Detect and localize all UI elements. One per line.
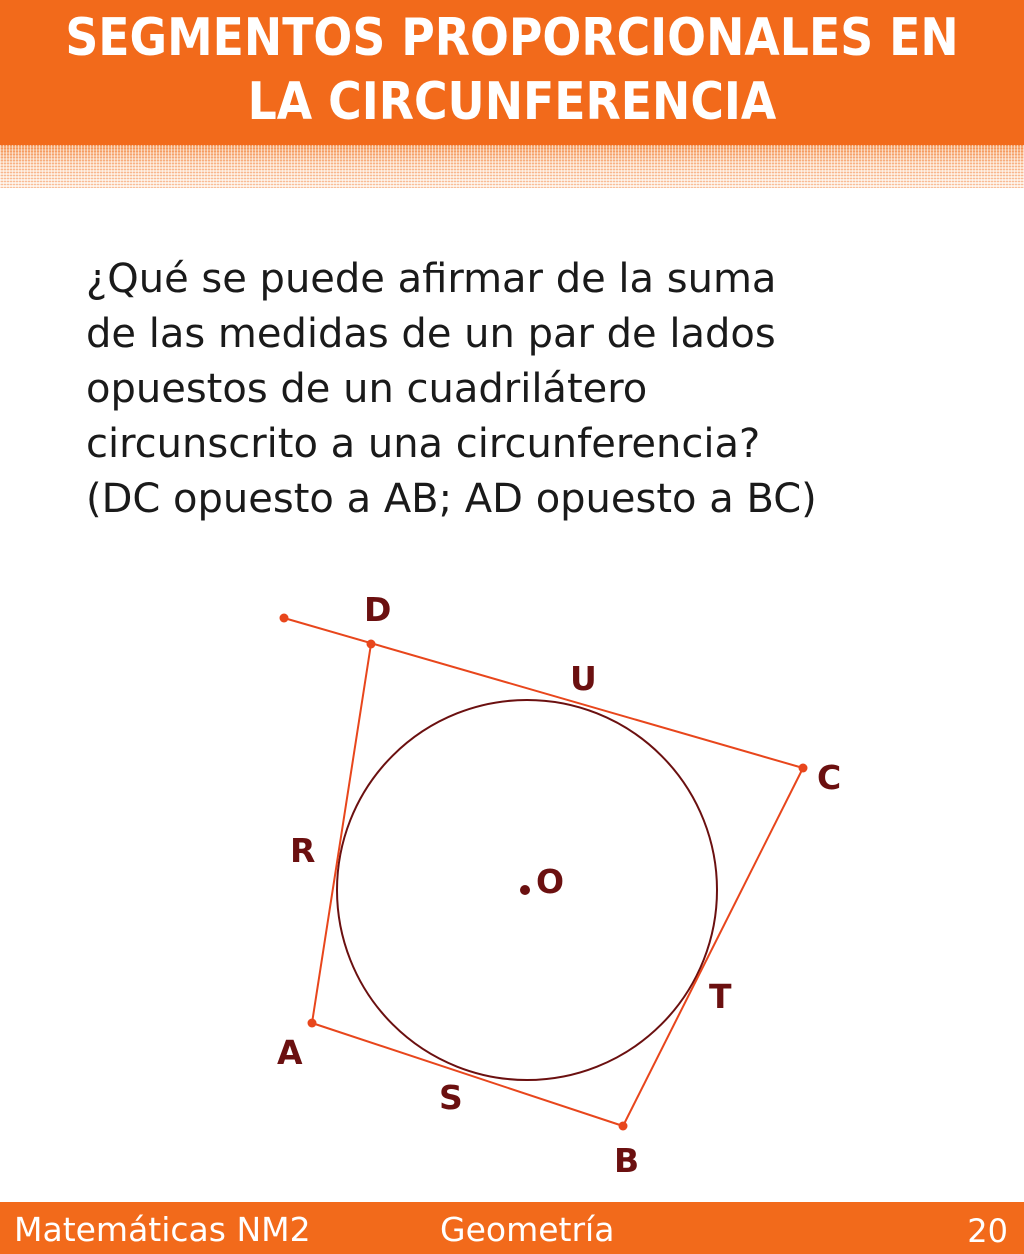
label-r: R	[290, 831, 316, 870]
point-c	[799, 764, 808, 773]
point-extension	[280, 614, 289, 623]
label-b: B	[614, 1141, 640, 1180]
label-a: A	[277, 1033, 303, 1072]
footer-subject: Matemáticas NM2	[14, 1210, 311, 1249]
point-o	[520, 885, 530, 895]
question-line-5: (DC opuesto a AB; AD opuesto a BC)	[86, 476, 817, 522]
point-a	[308, 1019, 317, 1028]
label-d: D	[364, 590, 392, 629]
point-b	[619, 1122, 628, 1131]
footer-topic: Geometría	[440, 1210, 615, 1249]
side-bc	[623, 768, 803, 1126]
label-t: T	[709, 977, 732, 1016]
title-line-1: SEGMENTOS PROPORCIONALES EN	[65, 8, 959, 68]
page-number: 20	[967, 1212, 1008, 1250]
question-line-3: opuestos de un cuadrilátero	[86, 366, 648, 412]
question-line-1: ¿Qué se puede afirmar de la suma	[86, 256, 777, 302]
line-dc-extended	[284, 618, 803, 768]
question-line-4: circunscrito a una circunferencia?	[86, 421, 761, 467]
side-da	[312, 644, 371, 1023]
point-d	[367, 640, 376, 649]
label-c: C	[817, 758, 842, 797]
question-line-2: de las medidas de un par de lados	[86, 311, 776, 357]
label-o: O	[536, 862, 565, 901]
label-s: S	[439, 1078, 463, 1117]
label-u: U	[570, 659, 597, 698]
title-line-2: LA CIRCUNFERENCIA	[247, 72, 777, 132]
footer-bar	[0, 1202, 1024, 1254]
